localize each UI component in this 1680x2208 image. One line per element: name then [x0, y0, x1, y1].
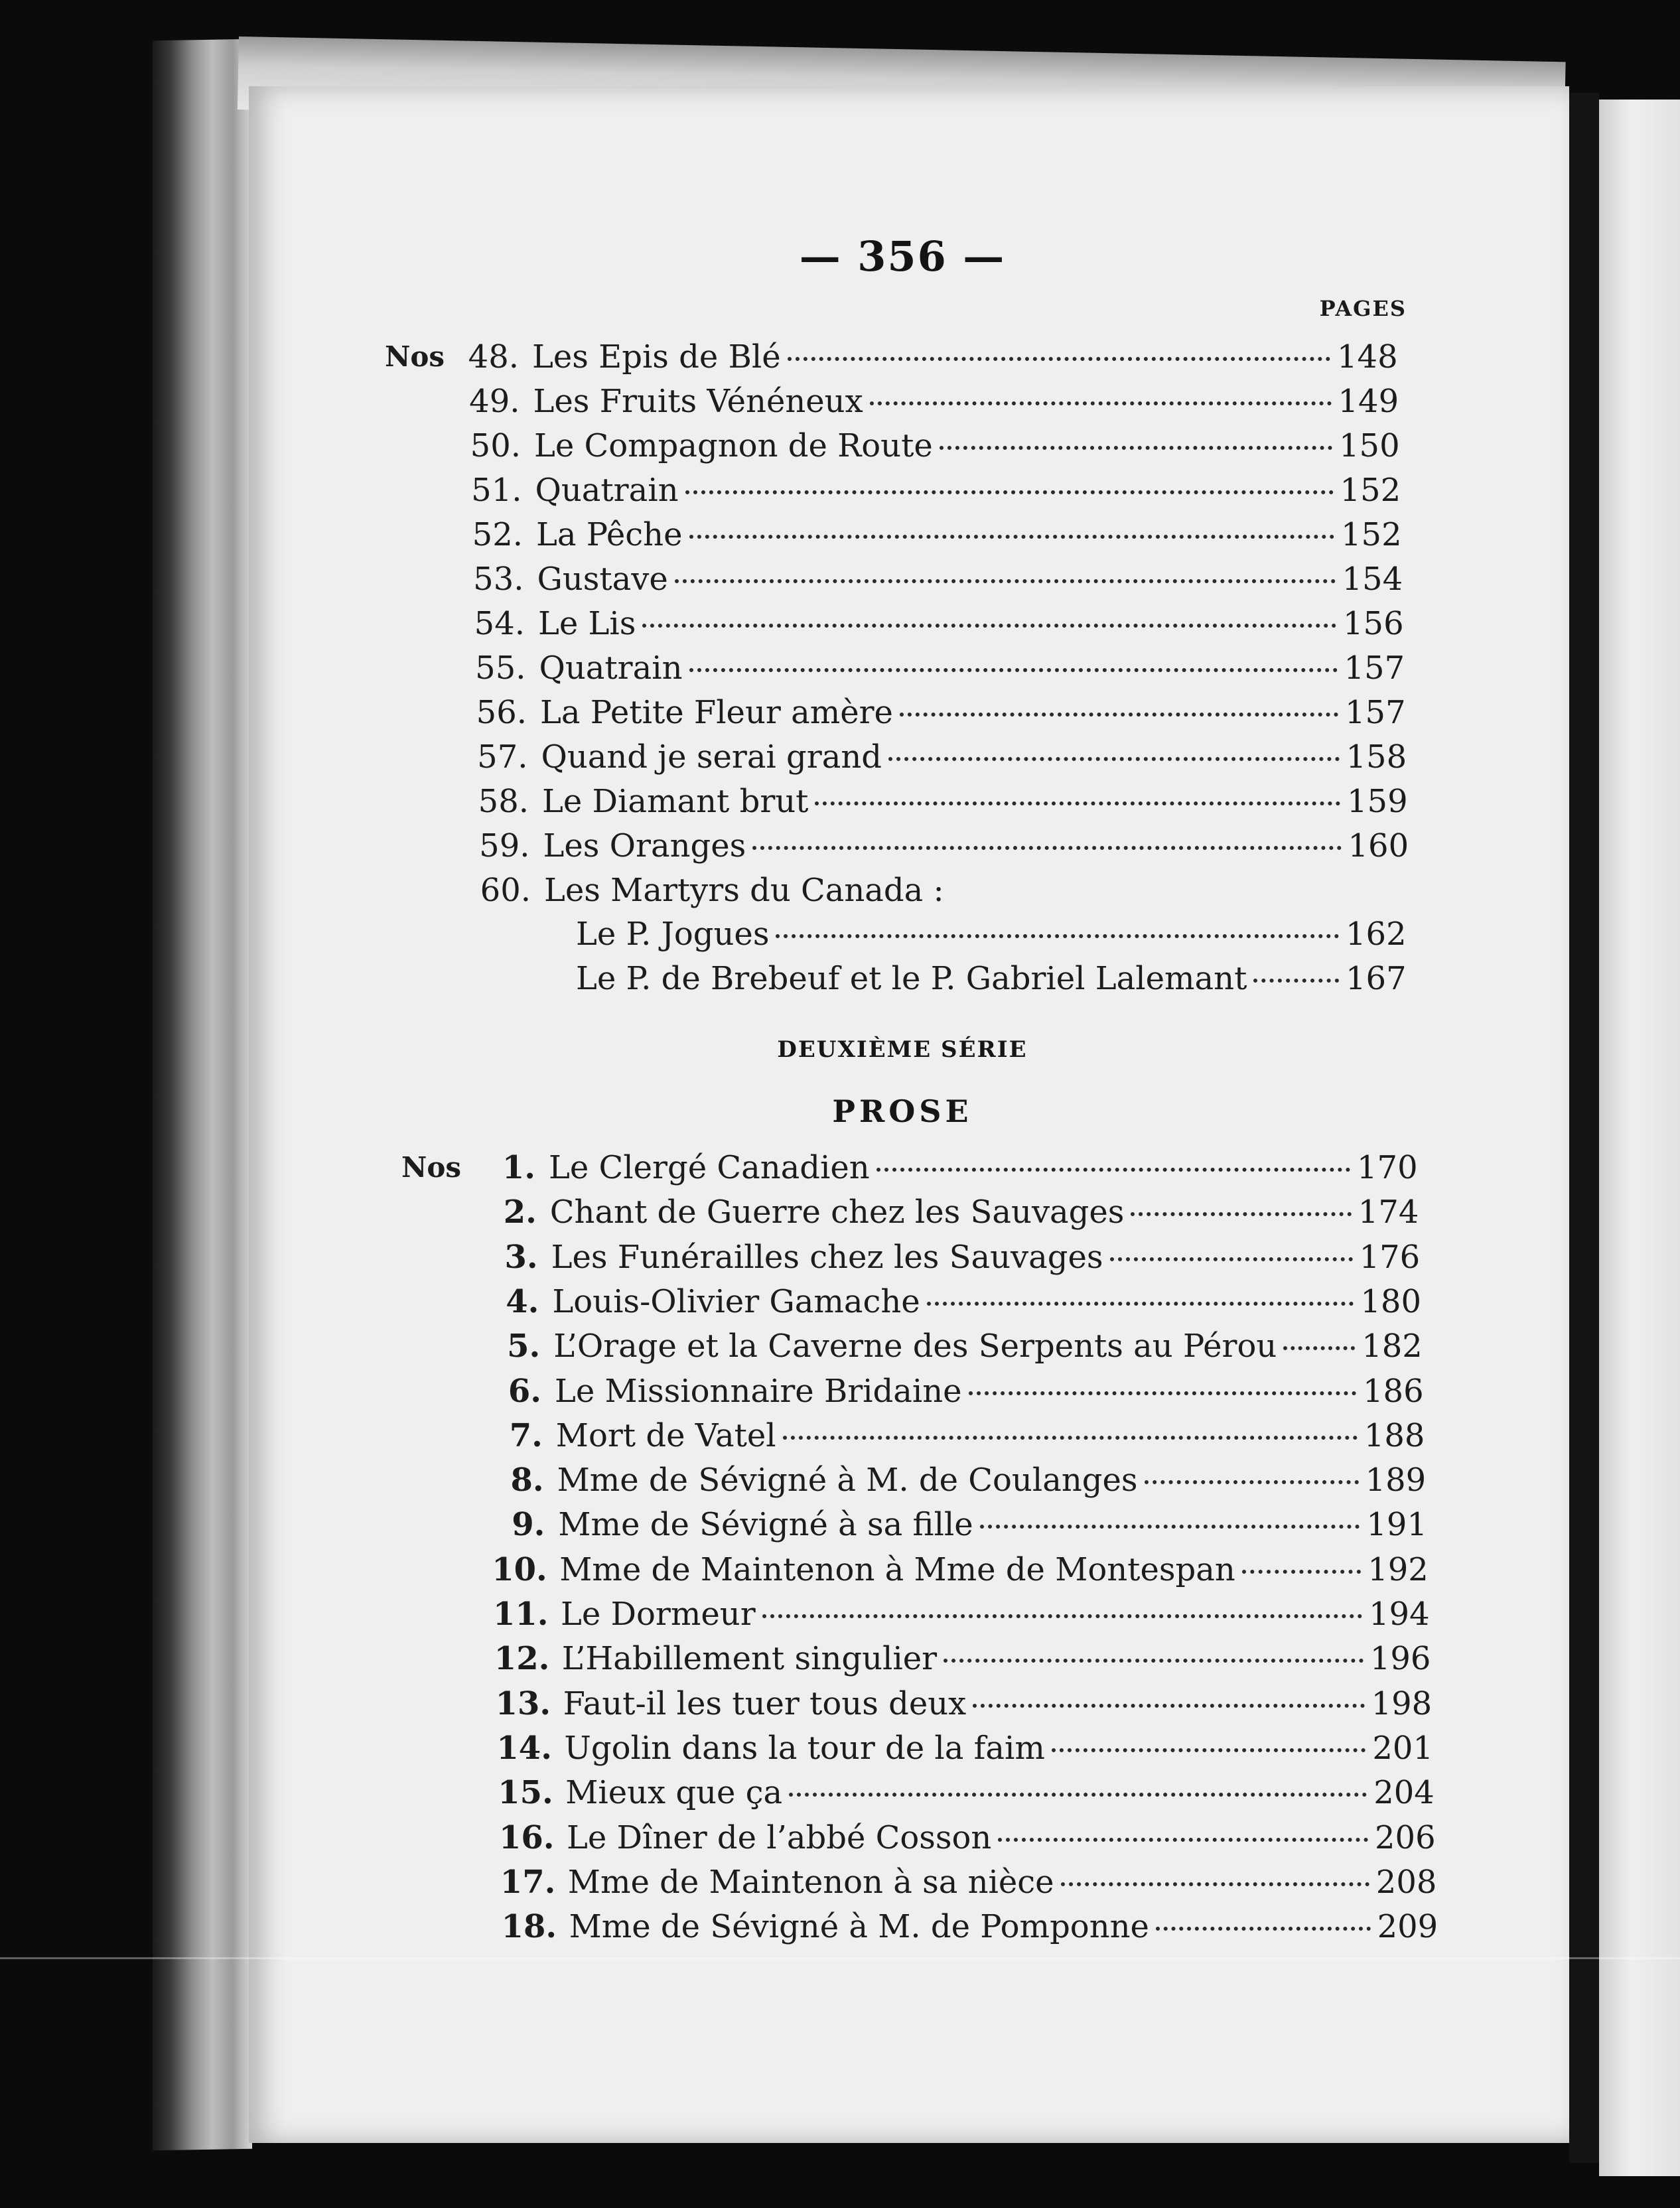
dot-leader	[788, 357, 1330, 361]
toc-entry	[502, 1907, 1437, 1947]
entry-title: L’Orage et la Caverne des Serpents au Pérou	[553, 1328, 1277, 1365]
toc-entry	[486, 1326, 1421, 1366]
entry-page-number: 148	[1337, 338, 1398, 376]
entry-page-number: 198	[1371, 1685, 1433, 1722]
entry-number: 1.	[502, 1149, 535, 1186]
toc-entry	[472, 693, 1405, 732]
entry-number: 59.	[479, 827, 530, 864]
entry-title: Le P. Jogues	[576, 916, 770, 953]
toc-entry	[385, 337, 1398, 377]
toc-entry	[498, 1773, 1433, 1813]
entry-title: Mme de Sévigné à M. de Pomponne	[569, 1908, 1149, 1946]
toc-entry	[494, 1639, 1430, 1679]
entry-number: 56.	[476, 694, 527, 731]
toc-entry	[500, 1862, 1436, 1902]
entry-page-number: 157	[1344, 650, 1405, 687]
entry-title: Ugolin dans la tour de la faim	[564, 1729, 1045, 1767]
entry-number: 8.	[510, 1462, 544, 1499]
entry-title: Mme de Sévigné à M. de Coulanges	[557, 1462, 1138, 1499]
entry-title: Quand je serai grand	[541, 738, 882, 776]
toc-entry	[492, 1550, 1427, 1590]
entry-page-number: 206	[1375, 1819, 1436, 1856]
entry-title: Le Clergé Canadien	[549, 1149, 870, 1186]
entry-title: Mieux que ça	[565, 1774, 783, 1812]
entry-page-number: 167	[1346, 960, 1407, 997]
entry-number: 54.	[474, 605, 525, 642]
dot-leader	[689, 535, 1335, 539]
entry-title: Mort de Vatel	[555, 1416, 776, 1454]
entry-title: Gustave	[537, 561, 668, 598]
toc-subentry	[576, 914, 1405, 954]
entry-title: Les Epis de Blé	[532, 338, 781, 376]
dot-leader	[1061, 1882, 1369, 1886]
prose-heading: PROSE	[832, 1093, 973, 1129]
entry-number: 52.	[472, 516, 523, 553]
entry-title: Chant de Guerre chez les Sauvages	[549, 1194, 1125, 1231]
toc-entry	[499, 1818, 1435, 1858]
entry-page-number: 196	[1369, 1640, 1431, 1678]
entry-title: Mme de Maintenon à Mme de Montespan	[559, 1551, 1235, 1588]
toc-entry	[468, 515, 1401, 555]
entry-number: 57.	[477, 738, 528, 776]
entry-page-number: 152	[1341, 516, 1402, 553]
entry-number: 4.	[506, 1282, 539, 1320]
entry-title: Les Fruits Vénéneux	[533, 383, 863, 420]
toc-entry	[474, 782, 1407, 821]
dot-leader	[776, 934, 1339, 938]
entry-page-number: 194	[1369, 1596, 1430, 1633]
entry-title: Le P. de Brebeuf et le P. Gabriel Lalemant	[576, 960, 1247, 997]
toc-entry	[401, 1148, 1418, 1188]
dot-leader	[927, 1302, 1354, 1306]
dot-leader	[998, 1838, 1368, 1842]
entry-number: 15.	[498, 1774, 553, 1812]
entry-number: 14.	[496, 1729, 552, 1767]
toc-subentry	[576, 959, 1405, 999]
entry-title: Faut-il les tuer tous deux	[563, 1685, 967, 1722]
entry-page-number: 192	[1367, 1551, 1429, 1588]
dot-leader	[973, 1704, 1364, 1708]
dot-leader	[876, 1168, 1350, 1172]
entry-number: 17.	[500, 1863, 556, 1901]
entry-page-number: 170	[1357, 1149, 1418, 1186]
entry-number: 53.	[473, 561, 524, 598]
entry-title: Les Martyrs du Canada :	[544, 872, 944, 909]
toc-entry	[466, 426, 1399, 466]
dot-leader	[969, 1391, 1356, 1395]
dot-leader	[944, 1659, 1364, 1663]
toc-entry	[496, 1684, 1431, 1724]
entry-page-number: 149	[1338, 383, 1399, 420]
entry-page-number: 189	[1365, 1462, 1427, 1499]
entry-page-number: 158	[1346, 738, 1407, 776]
entry-title: Mme de Sévigné à sa fille	[558, 1506, 973, 1544]
toc-entry	[484, 1237, 1419, 1277]
entry-page-number: 159	[1347, 783, 1408, 820]
dot-leader	[1145, 1480, 1359, 1484]
entry-number: 55.	[475, 650, 526, 687]
toc-entry	[490, 1505, 1426, 1545]
entry-title: La Petite Fleur amère	[540, 694, 893, 731]
dot-leader	[900, 713, 1338, 717]
entry-page-number: 174	[1358, 1194, 1419, 1231]
toc-entry	[487, 1371, 1423, 1411]
entry-page-number: 182	[1362, 1328, 1423, 1365]
entry-number: 2.	[503, 1194, 537, 1231]
entry-page-number: 156	[1343, 605, 1404, 642]
entry-title: Le Dîner de l’abbé Cosson	[567, 1819, 992, 1856]
toc-entry	[496, 1728, 1432, 1768]
entry-number: 12.	[494, 1640, 550, 1678]
dot-leader	[980, 1525, 1360, 1529]
toc-entry	[470, 559, 1402, 599]
entry-page-number: 208	[1375, 1863, 1437, 1901]
entry-title: Le Dormeur	[561, 1596, 756, 1633]
entry-page-number: 157	[1345, 694, 1406, 731]
entry-number: 10.	[492, 1551, 547, 1588]
entry-page-number: 186	[1363, 1372, 1424, 1410]
toc-entry	[476, 870, 1409, 910]
entry-title: Le Lis	[538, 605, 636, 642]
entry-number: 48.	[468, 338, 519, 376]
series-heading: DEUXIÈME SÉRIE	[777, 1036, 1028, 1063]
toc-entry	[474, 737, 1406, 777]
entry-page-number: 162	[1346, 916, 1407, 953]
numero-prefix: Nos	[401, 1151, 462, 1184]
entry-page-number: 152	[1340, 472, 1401, 509]
toc-entry	[482, 1192, 1418, 1232]
entry-number: 18.	[501, 1908, 557, 1946]
entry-page-number: 191	[1366, 1506, 1428, 1544]
entry-number: 50.	[470, 427, 521, 464]
entry-number: 16.	[499, 1819, 555, 1856]
toc-entry	[476, 826, 1408, 866]
entry-page-number: 160	[1348, 827, 1409, 864]
dot-leader	[1283, 1346, 1355, 1350]
dot-leader	[783, 1436, 1358, 1440]
dot-leader	[1131, 1212, 1351, 1216]
entry-page-number: 154	[1342, 561, 1403, 598]
dot-leader	[815, 801, 1340, 805]
toc-entry	[468, 470, 1400, 510]
entry-page-number: 150	[1339, 427, 1400, 464]
entry-title: Mme de Maintenon à sa nièce	[567, 1863, 1054, 1901]
entry-title: Le Missionnaire Bridaine	[555, 1372, 962, 1410]
dot-leader	[642, 624, 1336, 628]
entry-title: Louis-Olivier Gamache	[552, 1282, 920, 1320]
page-number-header: — 356 —	[799, 232, 1006, 281]
entry-title: Le Diamant brut	[542, 783, 809, 820]
dot-leader	[1242, 1570, 1361, 1574]
dot-leader	[870, 401, 1332, 405]
entry-title: Quatrain	[535, 472, 679, 509]
entry-page-number: 176	[1359, 1238, 1421, 1276]
dot-leader	[685, 490, 1334, 494]
entry-title: Le Compagnon de Route	[534, 427, 933, 464]
entry-title: L’Habillement singulier	[561, 1640, 938, 1678]
dot-leader	[1156, 1927, 1371, 1931]
toc-entry	[488, 1416, 1424, 1456]
entry-number: 51.	[471, 472, 522, 509]
entry-page-number: 180	[1360, 1282, 1422, 1320]
entry-title: Les Oranges	[543, 827, 746, 864]
scanner-artifact-line	[0, 1957, 1680, 1959]
entry-number: 58.	[478, 783, 529, 820]
dot-leader	[689, 668, 1338, 672]
entry-number: 49.	[469, 383, 520, 420]
entry-page-number: 204	[1373, 1774, 1435, 1812]
dot-leader	[888, 757, 1340, 761]
entry-number: 6.	[508, 1372, 541, 1410]
entry-page-number: 201	[1372, 1729, 1434, 1767]
dot-leader	[675, 579, 1336, 583]
toc-entry	[466, 381, 1398, 421]
entry-number: 3.	[504, 1238, 538, 1276]
entry-number: 9.	[512, 1506, 545, 1544]
entry-number: 11.	[493, 1596, 549, 1633]
entry-number: 7.	[509, 1416, 543, 1454]
toc-entry	[470, 604, 1403, 644]
entry-number: 60.	[480, 872, 531, 909]
dot-leader	[1253, 979, 1339, 983]
entry-title: La Pêche	[536, 516, 683, 553]
toc-entry	[472, 648, 1404, 688]
entry-number: 13.	[495, 1685, 551, 1722]
dot-leader	[752, 846, 1341, 850]
dot-leader	[789, 1793, 1367, 1797]
toc-entry	[490, 1460, 1425, 1500]
toc-entry	[493, 1594, 1429, 1634]
numero-prefix: Nos	[385, 340, 445, 373]
dot-leader	[762, 1614, 1362, 1618]
toc-entry	[484, 1282, 1420, 1322]
pages-column-label: PAGES	[1319, 296, 1407, 321]
dot-leader	[1110, 1257, 1353, 1261]
entry-page-number: 209	[1377, 1908, 1438, 1946]
dot-leader	[1052, 1748, 1366, 1752]
entry-page-number: 188	[1364, 1416, 1425, 1454]
entry-title: Les Funérailles chez les Sauvages	[551, 1238, 1103, 1276]
entry-title: Quatrain	[539, 650, 683, 687]
entry-number: 5.	[507, 1328, 541, 1365]
dot-leader	[940, 446, 1332, 450]
